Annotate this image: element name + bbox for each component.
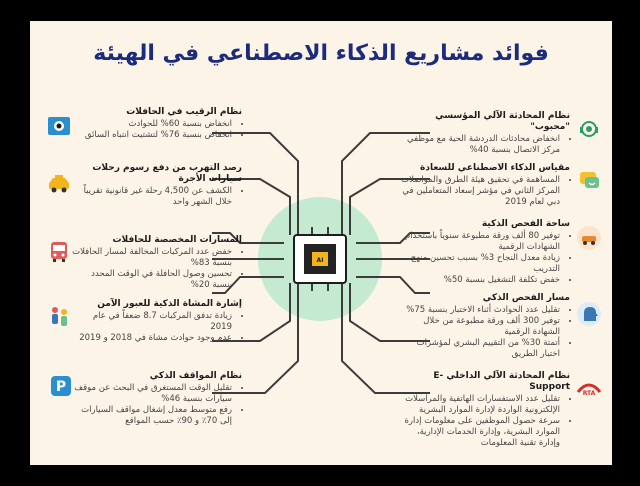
right-item-5 xyxy=(400,371,570,449)
right-item-2 xyxy=(400,163,570,208)
right-item-3-title: ساحة الفحص الذكية xyxy=(481,219,570,229)
ai-chip-icon xyxy=(294,235,346,283)
bus-icon xyxy=(46,239,72,265)
right-item-3-bullet-3: • خفض تكلفة التشغيل بنسبة 50% xyxy=(400,275,560,286)
right-item-2-bullet-1: • المساهمة في تحقيق هيئة الطرق والمواصلات المركز الثاني في مؤشر إسعاد المتعاملين في دبي لعام 2019 xyxy=(400,175,560,208)
left-item-3 xyxy=(72,235,242,291)
left-item-2-title: رصد التهرب من دفع رسوم رحلات سيارات الأجرة xyxy=(92,163,242,184)
svg-text:AI: AI xyxy=(316,257,324,264)
svg-text:P: P xyxy=(55,379,67,395)
right-item-1-bullet-1: • انخفاض محادثات الدردشة الحية مع موظفي مركز الاتصال بنسبة 40% xyxy=(400,134,560,156)
left-item-1-bullet-2: • انخفاض بنسبة 76% لتشتيت انتباه السائق xyxy=(72,130,232,141)
left-item-4-bullet-2: • عدم وجود حوادث مشاة في 2018 و 2019 xyxy=(72,333,232,344)
left-item-4-title: إشارة المشاة الذكية للعبور الآمن xyxy=(97,299,242,309)
rta-logo-icon xyxy=(576,375,602,401)
right-item-4-bullet-3: • أتمتة 30% من التقييم البشري لمؤشرات اختبار الطريق xyxy=(400,338,560,360)
poster xyxy=(30,21,612,465)
left-item-5-bullet-1: • تقليل الوقت المستغرق في البحث عن موقف سيارات بنسبة 46% xyxy=(72,383,232,405)
left-item-5-bullet-2: • رفع متوسط معدل إشغال مواقف السيارات إلى 70٪ و 90٪ حسب المواقع xyxy=(72,405,232,427)
pedestrian-icon xyxy=(46,305,72,331)
surveillance-camera-icon xyxy=(46,113,72,139)
left-item-2-bullet-1: • الكشف عن 4,500 رحلة غير قانونية تقريباً خلال الشهر واحد xyxy=(72,186,232,208)
right-item-3 xyxy=(400,219,570,286)
right-item-5-bullet-2: • سرعة حصول الموظفين على معلومات إدارة الموارد البشرية، وإدارة الخدمات الإدارية، وإدارة تقنية المعلومات xyxy=(400,416,560,449)
taxi-icon xyxy=(46,171,72,197)
svg-text:RTA: RTA xyxy=(582,390,596,397)
left-item-1 xyxy=(72,107,242,141)
right-item-1-title: نظام المحادثة الآلي المؤسسي "محبوب" xyxy=(435,111,570,132)
left-item-5-title: نظام المواقف الذكي xyxy=(149,371,242,381)
left-item-3-bullet-1: • خفض عدد المركبات المخالفة لمسار الحافلات بنسبة 83% xyxy=(72,247,232,269)
smart-yard-car-icon xyxy=(576,225,602,251)
right-item-4-bullet-2: • توفير 300 ألف ورقة مطبوعة من خلال الشهادة الرقمية xyxy=(400,316,560,338)
right-item-1 xyxy=(400,111,570,156)
right-item-2-title: مقياس الذكاء الاصطناعي للسعادة xyxy=(420,163,570,173)
right-item-3-bullet-1: • توفير 80 ألف ورقة مطبوعة سنوياً باستخدام الشهادات الرقمية xyxy=(400,231,560,253)
left-item-5 xyxy=(72,371,242,427)
left-item-1-bullet-1: • انخفاض بنسبة 60% للحوادث xyxy=(72,119,232,130)
left-item-2 xyxy=(72,163,242,208)
right-item-5-title: نظام المحادثة الآلي الداخلي E-Support xyxy=(433,371,570,392)
right-item-5-bullet-1: • تقليل عدد الاستفسارات الهاتفية والمراسلات الإلكترونية الواردة لإدارة الموارد البشرية xyxy=(400,394,560,416)
happiness-meter-icon xyxy=(576,167,602,193)
ai-head-icon xyxy=(576,301,602,327)
right-item-4-title: مسار الفحص الذكي xyxy=(482,293,570,303)
left-item-4-bullet-1: • زيادة تدفق المركبات 8.7 ضعفاً في عام 2019 xyxy=(72,311,232,333)
left-item-3-title: المسارات المخصصة للحافلات xyxy=(112,235,242,245)
parking-icon xyxy=(48,373,74,399)
right-item-4 xyxy=(400,293,570,360)
left-item-4 xyxy=(72,299,242,344)
right-item-4-bullet-1: • تقليل عدد الحوادث أثناء الاختبار بنسبة 75% xyxy=(400,305,560,316)
right-item-3-bullet-2: • زيادة معدل النجاح 3% بسبب تحسين منهج التدريب xyxy=(400,253,560,275)
left-item-1-title: نظام الرقيب في الحافلات xyxy=(126,107,242,117)
headset-agent-icon xyxy=(576,117,602,143)
left-item-3-bullet-2: • تحسين وصول الحافلة في الوقت المحدد بنسبة 20% xyxy=(72,269,232,291)
page-title: فوائد مشاريع الذكاء الاصطناعي في الهيئة xyxy=(93,41,549,66)
